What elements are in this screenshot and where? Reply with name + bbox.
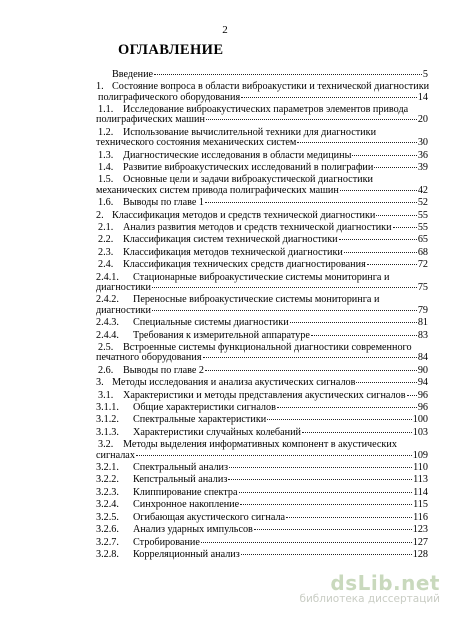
toc-entry — [0, 475, 450, 485]
toc-entry-number: 2.4.2. — [96, 294, 119, 306]
toc-entry-page: 114 — [413, 486, 428, 498]
dot-leader — [286, 517, 412, 518]
dot-leader — [229, 467, 412, 468]
toc-entry-title: Огибающая акустического сигнала — [133, 511, 286, 523]
toc-entry-row — [0, 70, 450, 80]
toc-entry — [0, 550, 450, 560]
dot-leader — [407, 395, 417, 396]
watermark-logo: dsLib.net — [330, 571, 440, 595]
toc-entry-number: 3.2.5. — [96, 511, 119, 523]
toc-entry-number: 2.5. — [98, 341, 114, 353]
dot-leader — [352, 155, 416, 156]
toc-entry-number: 1.6. — [98, 197, 114, 209]
toc-entry-number: 3.2.4. — [96, 499, 119, 511]
toc-entry-title-continuation: сигналах — [96, 449, 135, 461]
toc-entry-number: 2.3. — [98, 246, 114, 258]
toc-entry-title: Встроенные системы функциональной диагностики современного — [123, 341, 412, 353]
dot-leader — [201, 542, 412, 543]
toc-entry-title: Требования к измерительной аппаратуре — [133, 329, 310, 341]
toc-entry — [0, 223, 450, 233]
toc-entry — [0, 500, 450, 510]
toc-entry-number: 2.4.1. — [96, 271, 119, 283]
toc-entry-title: Использование вычислительной техники для диагностики — [123, 126, 377, 138]
toc-entry-title: Классификация технических средств диагностирования — [123, 259, 366, 271]
toc-entry-title: Введение — [112, 69, 154, 80]
dot-leader — [393, 227, 417, 228]
toc-entry-number: 2.6. — [98, 364, 114, 376]
dot-leader — [254, 529, 412, 530]
dot-leader — [290, 322, 417, 323]
toc-entry-page: 68 — [417, 246, 428, 258]
dot-leader — [356, 382, 416, 383]
toc-entry-row — [0, 248, 450, 258]
toc-entry-title: Спектральные характеристики — [133, 414, 267, 426]
toc-entry-page: 110 — [413, 461, 428, 473]
toc-entry-row — [0, 440, 450, 450]
toc-entry-row — [0, 318, 450, 328]
watermark-subtitle: библиотека диссертаций — [299, 593, 440, 605]
toc-entry-title: Стационарные виброакустические системы мониторинга и — [133, 271, 390, 283]
dot-leader — [203, 357, 417, 358]
toc-entry-number: 3.1.3. — [96, 426, 119, 438]
dot-leader — [297, 142, 416, 143]
toc-entry-page: 81 — [417, 317, 428, 329]
toc-entry — [0, 366, 450, 376]
toc-entry — [0, 525, 450, 535]
toc-entry-row — [0, 391, 450, 401]
toc-entry — [0, 391, 450, 401]
toc-entry-page: 52 — [417, 197, 428, 209]
toc-entry-number: 1.5. — [98, 174, 114, 186]
toc-entry-title: Характеристики случайных колебаний — [133, 426, 301, 438]
toc-entry-row — [0, 163, 450, 173]
toc-entry — [0, 378, 450, 388]
dot-leader — [206, 119, 417, 120]
toc-entry-page: 83 — [417, 329, 428, 341]
toc-entry — [0, 331, 450, 341]
toc-entry-page: 123 — [412, 524, 428, 536]
toc-entry-page: 115 — [413, 499, 428, 511]
toc-entry-title: Классификация методов и средств технической диагностики — [112, 209, 376, 221]
toc-entry-page: 55 — [417, 221, 428, 233]
toc-entry-title-continuation: диагностики — [96, 281, 151, 293]
dot-leader — [311, 335, 417, 336]
toc-entry-continuation — [0, 115, 450, 125]
toc-entry-number: 3.2.7. — [96, 536, 119, 548]
toc-entry — [0, 538, 450, 548]
toc-entry-title: Классификация методов технической диагностики — [123, 246, 343, 258]
dot-leader — [228, 479, 412, 480]
toc-entry-number: 3.2. — [98, 439, 114, 451]
toc-entry-number: 1.1. — [98, 104, 114, 116]
toc-entry — [0, 343, 450, 364]
toc-entry — [0, 513, 450, 523]
toc-entry-title: Анализ развития методов и средств технической диагностики — [123, 221, 392, 233]
toc-entry-page: 96 — [417, 401, 428, 413]
toc-entry-page: 90 — [417, 364, 428, 376]
toc-entry-title-continuation: печатного оборудования — [96, 352, 202, 364]
watermark — [292, 571, 440, 607]
toc-entry-continuation — [0, 451, 450, 461]
toc-entry-page: 30 — [417, 137, 428, 149]
dot-leader — [302, 432, 412, 433]
toc-entry-row — [0, 428, 450, 438]
toc-entry — [0, 260, 450, 270]
toc-entry-title: Основные цели и задачи виброакустической диагностики — [123, 174, 374, 186]
toc-entry-row — [0, 403, 450, 413]
dot-leader — [344, 252, 417, 253]
toc-entry-title: Исследование виброакустических параметров элементов привода — [123, 104, 409, 116]
toc-entry-title: Стробирование — [133, 536, 200, 548]
toc-entry — [0, 248, 450, 258]
toc-entry-row — [0, 331, 450, 341]
toc-entry-page: 109 — [412, 449, 428, 461]
toc-entry-title: Развитие виброакустических исследований в полиграфии — [123, 161, 374, 173]
toc-entry-title: Общие характеристики сигналов — [133, 401, 276, 413]
toc-entry-title-continuation: полиграфических машин — [96, 114, 205, 126]
toc-entry-row — [0, 151, 450, 161]
toc-entry-row — [0, 538, 450, 548]
toc-entry-row — [0, 488, 450, 498]
toc-entry-row — [0, 366, 450, 376]
toc-entry-title-continuation: диагностики — [96, 304, 151, 316]
toc-entry — [0, 105, 450, 126]
dot-leader — [152, 310, 417, 311]
toc-title: ОГЛАВЛЕНИЕ — [118, 42, 224, 58]
toc-entry-number: 3.1.2. — [96, 414, 119, 426]
toc-entry-number: 1. — [96, 81, 104, 93]
toc-entry-row — [0, 295, 450, 305]
toc-entry-page: 84 — [417, 352, 428, 364]
toc-entry-number: 2.4.3. — [96, 317, 119, 329]
toc-entry-page: 20 — [417, 114, 428, 126]
toc-entry-row — [0, 500, 450, 510]
toc-entry-title: Синхронное накопление — [133, 499, 240, 511]
toc-entry-title-continuation: технического состояния механических систем — [96, 137, 297, 149]
table-of-contents — [0, 70, 450, 562]
toc-entry-row — [0, 550, 450, 560]
toc-entry-page: 116 — [413, 511, 428, 523]
toc-entry — [0, 198, 450, 208]
toc-entry-number: 3.1. — [98, 389, 114, 401]
toc-entry-title: Выводы по главе 1 — [123, 197, 205, 209]
toc-entry — [0, 403, 450, 413]
toc-entry — [0, 488, 450, 498]
toc-entry — [0, 82, 450, 103]
toc-entry — [0, 70, 450, 80]
toc-entry-page: 72 — [417, 259, 428, 271]
toc-entry-page: 65 — [417, 234, 428, 246]
toc-entry-title: Спектральный анализ — [133, 461, 229, 473]
toc-entry-number: 3.2.2. — [96, 474, 119, 486]
toc-entry-row — [0, 415, 450, 425]
toc-entry-number: 3.2.1. — [96, 461, 119, 473]
toc-entry — [0, 163, 450, 173]
dot-leader — [136, 455, 412, 456]
toc-entry-number: 3.1.1. — [96, 401, 119, 413]
toc-entry-page: 113 — [413, 474, 428, 486]
dot-leader — [154, 74, 422, 75]
toc-entry-row — [0, 235, 450, 245]
toc-entry-page: 103 — [412, 426, 428, 438]
toc-entry-page: 94 — [417, 377, 428, 389]
toc-entry-continuation — [0, 93, 450, 103]
toc-entry-row — [0, 378, 450, 388]
toc-entry-number: 3.2.8. — [96, 549, 119, 560]
toc-entry-continuation — [0, 353, 450, 363]
toc-entry-row — [0, 223, 450, 233]
dot-leader — [241, 97, 417, 98]
dot-leader — [205, 370, 417, 371]
dot-leader — [267, 419, 412, 420]
toc-entry-number: 1.4. — [98, 161, 114, 173]
dot-leader — [367, 264, 417, 265]
toc-entry-continuation — [0, 306, 450, 316]
toc-entry-title: Корреляционный анализ — [133, 549, 240, 560]
toc-entry — [0, 273, 450, 294]
toc-entry-page: 100 — [412, 414, 428, 426]
toc-entry — [0, 235, 450, 245]
dot-leader — [239, 492, 413, 493]
toc-entry-page: 42 — [417, 184, 428, 196]
toc-entry-title: Методы исследования и анализа акустических сигналов — [112, 377, 356, 389]
toc-entry-row — [0, 211, 450, 221]
toc-entry-page: 39 — [417, 161, 428, 173]
toc-entry-page: 55 — [417, 209, 428, 221]
dot-leader — [374, 167, 416, 168]
toc-entry — [0, 211, 450, 221]
toc-entry — [0, 151, 450, 161]
toc-entry-title: Состояние вопроса в области виброакустики и технической диагностики — [112, 81, 430, 93]
toc-entry-title: Методы выделения информативных компонент в акустических — [123, 439, 397, 451]
toc-entry-title-continuation: механических систем привода полиграфических машин — [96, 184, 339, 196]
toc-entry-continuation — [0, 186, 450, 196]
toc-entry-continuation — [0, 283, 450, 293]
toc-entry-title: Кепстральный анализ — [133, 474, 228, 486]
toc-entry-number: 3.2.3. — [96, 486, 119, 498]
toc-entry-number: 2.2. — [98, 234, 114, 246]
toc-entry-continuation — [0, 138, 450, 148]
toc-entry — [0, 440, 450, 461]
toc-entry — [0, 295, 450, 316]
dot-leader — [205, 202, 417, 203]
toc-entry-row — [0, 513, 450, 523]
dot-leader — [240, 504, 412, 505]
toc-entry — [0, 128, 450, 149]
toc-entry-row — [0, 343, 450, 353]
toc-entry-page: 79 — [417, 304, 428, 316]
toc-entry-page: 5 — [422, 69, 428, 80]
toc-entry-row — [0, 273, 450, 283]
toc-entry — [0, 428, 450, 438]
toc-entry-title: Характеристики и методы представления акустических сигналов — [123, 389, 406, 401]
toc-entry-number: 1.2. — [98, 126, 114, 138]
toc-entry-row — [0, 475, 450, 485]
toc-entry-title: Анализ ударных импульсов — [133, 524, 253, 536]
toc-entry — [0, 415, 450, 425]
toc-entry-number: 3. — [96, 377, 104, 389]
toc-entry-title-continuation: полиграфического оборудования — [98, 91, 241, 103]
toc-entry-number: 1.3. — [98, 149, 114, 161]
dot-leader — [152, 287, 417, 288]
toc-entry — [0, 463, 450, 473]
page-number: 2 — [222, 24, 228, 36]
toc-entry-title: Переносные виброакустические системы мониторинга и — [133, 294, 380, 306]
toc-entry-row — [0, 463, 450, 473]
toc-entry-page: 75 — [417, 281, 428, 293]
toc-entry-row — [0, 105, 450, 115]
toc-entry-page: 36 — [417, 149, 428, 161]
toc-entry-row — [0, 198, 450, 208]
toc-entry-number: 2.4. — [98, 259, 114, 271]
toc-entry-title: Клиппирование спектра — [133, 486, 238, 498]
toc-entry-title: Классификация систем технической диагностики — [123, 234, 338, 246]
dot-leader — [241, 554, 412, 555]
toc-entry-title: Диагностические исследования в области медицины — [123, 149, 352, 161]
toc-entry-page: 128 — [412, 549, 428, 560]
toc-entry-row — [0, 260, 450, 270]
toc-entry-number: 2. — [96, 209, 104, 221]
dot-leader — [340, 190, 417, 191]
toc-entry — [0, 175, 450, 196]
toc-entry-title: Выводы по главе 2 — [123, 364, 205, 376]
toc-entry-number: 3.2.6. — [96, 524, 119, 536]
toc-entry-page: 96 — [417, 389, 428, 401]
toc-entry-page: 127 — [412, 536, 428, 548]
dot-leader — [339, 239, 417, 240]
toc-entry — [0, 318, 450, 328]
dot-leader — [277, 407, 417, 408]
dot-leader — [376, 215, 416, 216]
toc-entry-number: 2.4.4. — [96, 329, 119, 341]
toc-entry-page: 14 — [417, 91, 428, 103]
toc-entry-row — [0, 525, 450, 535]
toc-entry-title: Специальные системы диагностики — [133, 317, 289, 329]
toc-entry-number: 2.1. — [98, 221, 114, 233]
